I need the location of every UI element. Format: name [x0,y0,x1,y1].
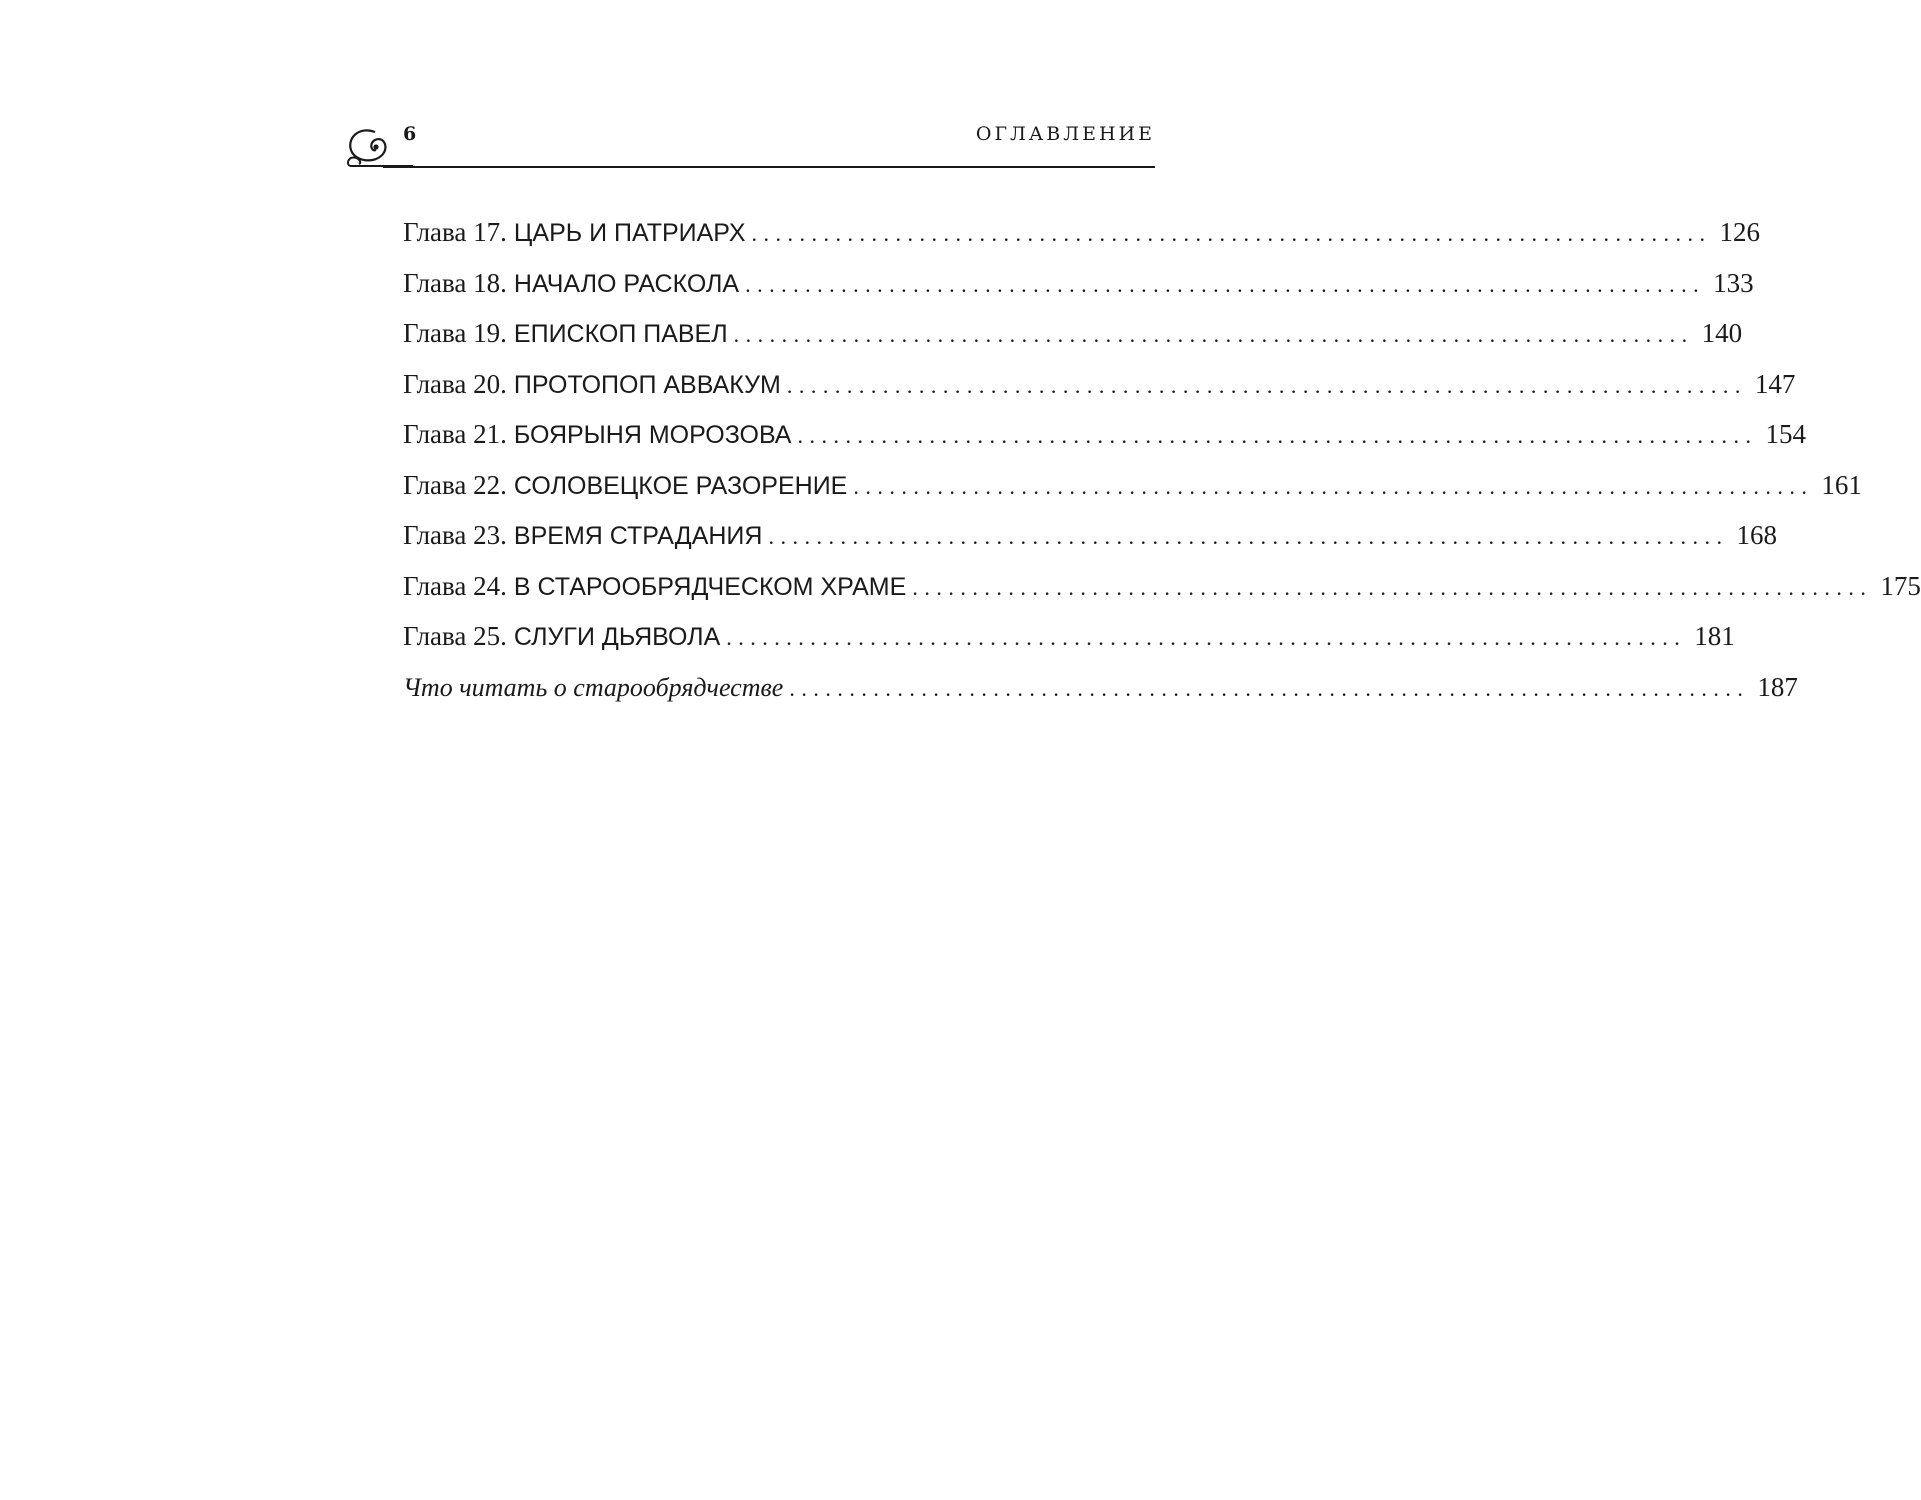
toc-entry-title: СОЛОВЕЦКОЕ РАЗОРЕНИЕ [513,471,848,500]
toc-entry-further-reading[interactable] [403,665,1798,716]
toc-entry-page: 126 [1719,217,1761,247]
toc-entry-18[interactable] [403,261,1754,312]
toc-entry-title: СЛУГИ ДЬЯВОЛА [513,623,721,651]
toc-leader-dots: ................................................................................ [745,271,1706,297]
toc-entry-page: 181 [1694,621,1735,651]
toc-leader-dots: ................................................................................ [853,473,1814,499]
toc-entry-page: 140 [1701,318,1743,348]
toc-entry-20[interactable] [403,362,1796,413]
toc-entry-prefix: Глава 22. [403,469,507,500]
toc-entry-title: ЦАРЬ И ПАТРИАРХ [513,219,746,247]
toc-entry-prefix: Глава 19. [403,318,507,348]
toc-entry-page: 154 [1765,419,1806,449]
toc-entry-24[interactable] [403,564,1921,615]
toc-entry-title: БОЯРЫНЯ МОРОЗОВА [513,421,792,449]
toc-leader-dots: ................................................................................ [751,221,1712,246]
toc-entry-23[interactable] [403,513,1777,564]
toc-entry-title: ЕПИСКОП ПАВЕЛ [513,320,728,348]
toc-entry-page: 168 [1736,520,1777,550]
header-rule [383,166,1155,168]
toc-leader-dots: ................................................................................ [786,372,1747,398]
toc-entry-prefix: Глава 25. [403,621,507,651]
toc-entry-title: В СТАРООБРЯДЧЕСКОМ ХРАМЕ [513,572,907,601]
toc-entry-page: 133 [1713,267,1754,298]
toc-entry-25[interactable] [403,614,1735,665]
toc-entry-prefix: Глава 18. [403,267,507,298]
toc-entry-prefix: Глава 23. [403,520,507,550]
page-header [345,110,1155,170]
table-of-contents [403,210,1921,715]
toc-entry-page: 147 [1754,368,1796,399]
toc-leader-dots: ................................................................................ [789,675,1750,701]
toc-entry-page: 175 [1880,570,1921,601]
toc-entry-prefix: Глава 17. [403,217,507,247]
toc-entry-title: ВРЕМЯ СТРАДАНИЯ [513,522,763,550]
toc-entry-17[interactable] [403,210,1761,261]
running-head: ОГЛАВЛЕНИЕ [975,123,1155,145]
toc-entry-19[interactable] [403,311,1743,362]
toc-entry-prefix: Глава 21. [403,419,507,449]
toc-leader-dots: ................................................................................ [726,625,1687,650]
toc-entry-prefix: Глава 20. [403,368,507,399]
toc-entry-page: 161 [1821,469,1862,500]
toc-entry-22[interactable] [403,463,1862,514]
toc-leader-dots: ................................................................................ [733,322,1694,347]
toc-leader-dots: ................................................................................ [797,423,1758,448]
toc-entry-21[interactable] [403,412,1806,463]
page-number: 6 [403,123,417,145]
toc-leader-dots: ................................................................................ [768,524,1729,549]
toc-entry-title: Что читать о старообрядчестве [403,672,784,702]
toc-leader-dots: ................................................................................ [912,574,1873,600]
toc-entry-page: 187 [1757,671,1798,702]
toc-entry-title: ПРОТОПОП АВВАКУМ [513,370,781,399]
toc-entry-prefix: Глава 24. [403,570,507,601]
toc-entry-title: НАЧАЛО РАСКОЛА [513,269,740,298]
